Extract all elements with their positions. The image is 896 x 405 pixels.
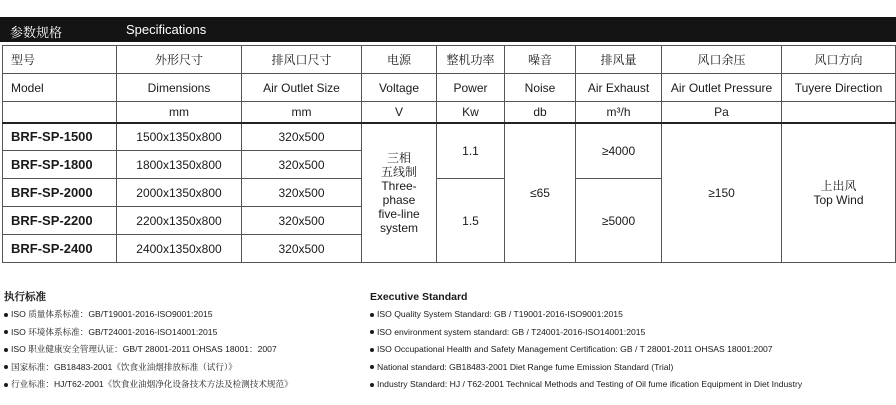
- unit-cell: V: [362, 102, 437, 123]
- bullet-icon: [4, 330, 8, 334]
- standard-text: National standard: GB18483-2001 Diet Range fume Emission Standard (Trial): [377, 361, 674, 372]
- header-cell: Voltage: [362, 74, 437, 102]
- list-item: [4, 376, 344, 394]
- section-title-cn: 参数规格: [10, 25, 63, 40]
- voltage-cn-line: 三相: [386, 150, 411, 165]
- noise-cell: ≤65: [505, 123, 576, 263]
- bullet-icon: [370, 313, 374, 317]
- power-cell: 1.5: [437, 179, 505, 263]
- dimensions-cell: 1800x1350x800: [117, 151, 242, 179]
- header-cell: 型号: [3, 46, 117, 74]
- outlet-size-cell: 320x500: [242, 151, 362, 179]
- standards-en-title: Executive Standard: [370, 291, 468, 303]
- list-item: [4, 341, 344, 359]
- voltage-cn-line: 五线制: [380, 164, 417, 179]
- unit-cell: mm: [117, 102, 242, 123]
- voltage-en-line: system: [379, 220, 418, 235]
- section-title-en: Specifications: [126, 22, 207, 37]
- header-cell: Noise: [505, 74, 576, 102]
- bullet-icon: [370, 365, 374, 369]
- bullet-icon: [4, 383, 8, 387]
- header-cell: 整机功率: [437, 46, 505, 74]
- bullet-icon: [4, 313, 8, 317]
- list-item: [370, 376, 890, 394]
- dimensions-cell: 2000x1350x800: [117, 179, 242, 207]
- header-cell: Power: [437, 74, 505, 102]
- exhaust-cell: ≥4000: [576, 123, 662, 179]
- header-row-cn: [3, 46, 896, 74]
- header-cell: Air Outlet Size: [242, 74, 362, 102]
- model-cell: BRF-SP-1500: [3, 123, 117, 151]
- dimensions-cell: 2400x1350x800: [117, 235, 242, 263]
- bullet-icon: [370, 348, 374, 352]
- unit-cell: m³/h: [576, 102, 662, 123]
- standard-text: ISO 质量体系标准：GB/T19001-2016-ISO9001:2015: [11, 309, 213, 319]
- header-cell: 噪音: [505, 46, 576, 74]
- standard-text: ISO Occupational Health and Safety Management Certification: GB / T 28001-2011 OHSAS 18001:2007: [377, 344, 773, 354]
- unit-cell: Pa: [662, 102, 782, 123]
- exhaust-cell: ≥5000: [576, 179, 662, 263]
- header-cell: 电源: [362, 46, 437, 74]
- bullet-icon: [370, 383, 374, 387]
- model-cell: BRF-SP-1800: [3, 151, 117, 179]
- power-cell: 1.1: [437, 123, 505, 179]
- pressure-cell: ≥150: [662, 123, 782, 263]
- standards-cn-title: 执行标准: [4, 291, 46, 303]
- list-item: [370, 341, 890, 359]
- list-item: [4, 324, 344, 342]
- standard-text: 行业标准：HJ/T62-2001《饮食业油烟净化设备技术方法及检测技术规范》: [11, 379, 293, 389]
- standard-text: ISO 环境体系标准：GB/T24001-2016-ISO14001:2015: [11, 326, 218, 337]
- standard-text: 国家标准：GB18483-2001《饮食业油烟排放标准（试行）》: [11, 361, 237, 372]
- table-row: [3, 123, 896, 151]
- units-row: [3, 102, 896, 123]
- voltage-cell: [362, 123, 437, 263]
- voltage-en-line: Three-: [381, 178, 417, 193]
- model-cell: BRF-SP-2400: [3, 235, 117, 263]
- header-cell: Tuyere Direction: [782, 74, 896, 102]
- unit-cell: db: [505, 102, 576, 123]
- standard-text: ISO Quality System Standard: GB / T19001-2016-ISO9001:2015: [377, 309, 623, 319]
- bullet-icon: [370, 330, 374, 334]
- header-cell: 排风量: [576, 46, 662, 74]
- model-cell: BRF-SP-2000: [3, 179, 117, 207]
- direction-en: Top Wind: [813, 192, 864, 207]
- outlet-size-cell: 320x500: [242, 207, 362, 235]
- list-item: [4, 306, 344, 324]
- list-item: [370, 306, 890, 324]
- voltage-en-line: phase: [382, 192, 416, 207]
- unit-cell: [3, 102, 117, 123]
- header-cell: Air Outlet Pressure: [662, 74, 782, 102]
- unit-cell: Kw: [437, 102, 505, 123]
- voltage-en-line: five-line: [378, 206, 420, 221]
- standard-text: ISO 职业健康安全管理认证：GB/T 28001-2011 OHSAS 18001：2007: [11, 344, 277, 354]
- header-row-en: [3, 74, 896, 102]
- standard-text: ISO environment system standard: GB / T24001-2016-ISO14001:2015: [377, 326, 646, 337]
- header-cell: 外形尺寸: [117, 46, 242, 74]
- list-item: [370, 324, 890, 342]
- unit-cell: mm: [242, 102, 362, 123]
- header-cell: Dimensions: [117, 74, 242, 102]
- header-cell: 风口余压: [662, 46, 782, 74]
- standard-text: Industry Standard: HJ / T62-2001 Technical Methods and Testing of Oil fume ification Equipment in Diet Industry: [377, 379, 803, 389]
- list-item: [4, 359, 344, 377]
- specifications-table: [2, 45, 896, 263]
- outlet-size-cell: 320x500: [242, 179, 362, 207]
- outlet-size-cell: 320x500: [242, 235, 362, 263]
- header-cell: Air Exhaust: [576, 74, 662, 102]
- standards-cn-block: [4, 290, 344, 394]
- header-cell: 排风口尺寸: [242, 46, 362, 74]
- standards-en-block: [370, 290, 890, 394]
- direction-cn: 上出风: [820, 178, 857, 193]
- header-cell: Model: [3, 74, 117, 102]
- outlet-size-cell: 320x500: [242, 123, 362, 151]
- model-cell: BRF-SP-2200: [3, 207, 117, 235]
- direction-cell: [782, 123, 896, 263]
- section-header-bar: [0, 17, 896, 42]
- unit-cell: [782, 102, 896, 123]
- bullet-icon: [4, 348, 8, 352]
- header-cell: 风口方向: [782, 46, 896, 74]
- bullet-icon: [4, 365, 8, 369]
- dimensions-cell: 1500x1350x800: [117, 123, 242, 151]
- list-item: [370, 359, 890, 377]
- dimensions-cell: 2200x1350x800: [117, 207, 242, 235]
